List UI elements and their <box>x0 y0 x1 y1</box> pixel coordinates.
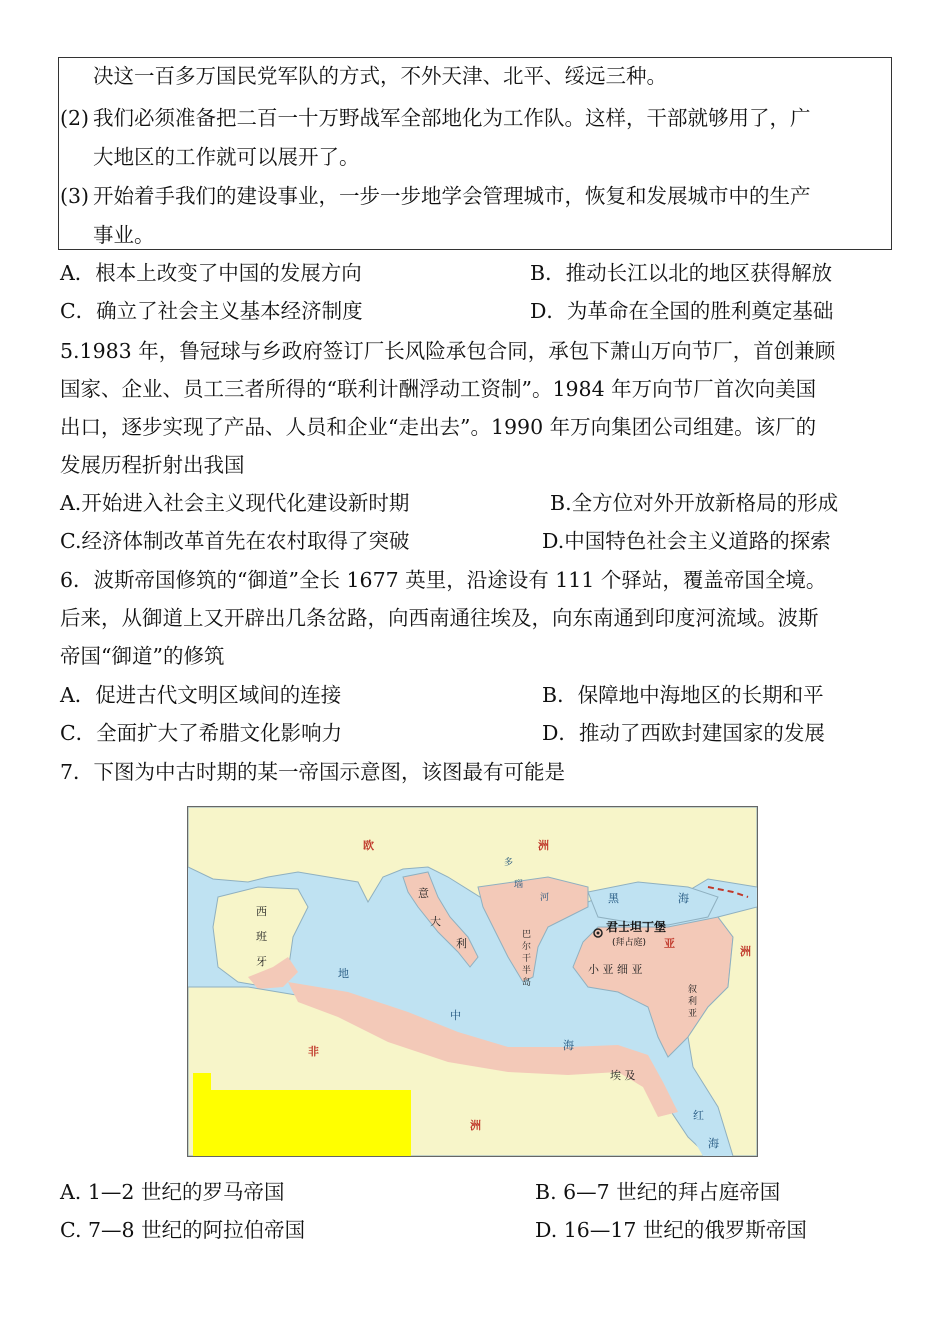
map-label: 西 <box>256 905 267 918</box>
q5-stem-line: 出口，逐步实现了产品、人员和企业“走出去”。1990 年万向集团公司组建。该厂的 <box>60 415 817 439</box>
map-label: 岛 <box>522 978 532 988</box>
map-label: 洲 <box>470 1119 481 1132</box>
quote-line: 决这一百多万国民党军队的方式，不外天津、北平、绥远三种。 <box>93 64 667 88</box>
map-label: 黑 <box>608 892 619 905</box>
map-label: 埃 及 <box>610 1069 636 1082</box>
quote-line: 我们必须准备把二百一十万野战军全部地化为工作队。这样，干部就够用了，广 <box>93 106 811 130</box>
yellow-highlight-block <box>193 1090 411 1156</box>
map-label: 叙 <box>688 985 698 995</box>
map-label: 巴 <box>522 930 532 940</box>
q5-option-d[interactable]: D.中国特色社会主义道路的探索 <box>542 529 831 553</box>
map-label: 海 <box>678 892 689 905</box>
q4-option-c[interactable]: C．确立了社会主义基本经济制度 <box>60 299 363 323</box>
map-label: 洲 <box>538 839 549 852</box>
q7-option-c[interactable]: C. 7—8 世纪的阿拉伯帝国 <box>60 1218 306 1242</box>
q7-option-b[interactable]: B. 6—7 世纪的拜占庭帝国 <box>535 1180 781 1204</box>
q6-option-c[interactable]: C．全面扩大了希腊文化影响力 <box>60 721 343 745</box>
q5-stem-line: 发展历程折射出我国 <box>60 453 245 477</box>
q5-stem-line: 国家、企业、员工三者所得的“联利计酬浮动工资制”。1984 年万向节厂首次向美国 <box>60 377 817 401</box>
quote-item-number: (3) <box>60 184 90 208</box>
map-label: 利 <box>688 997 698 1007</box>
q5-option-b[interactable]: B.全方位对外开放新格局的形成 <box>550 491 839 515</box>
map-label: 海 <box>708 1137 719 1150</box>
map-label: 班 <box>256 930 267 943</box>
map-label: 红 <box>693 1109 704 1122</box>
constantinople-marker-dot <box>597 932 600 935</box>
map-label: 洲 <box>740 945 751 958</box>
q6-stem-line: 后来，从御道上又开辟出几条岔路，向西南通往埃及，向东南通到印度河流域。波斯 <box>60 606 819 630</box>
map-label: 大 <box>430 915 441 928</box>
quote-line: 事业。 <box>93 223 155 247</box>
map-label: 利 <box>456 937 467 950</box>
map-label: 尔 <box>522 942 532 952</box>
q4-option-a[interactable]: A．根本上改变了中国的发展方向 <box>60 261 362 285</box>
map-label: 中 <box>450 1009 461 1022</box>
map-label: 河 <box>540 893 550 903</box>
q7-option-d[interactable]: D. 16—17 世纪的俄罗斯帝国 <box>535 1218 807 1242</box>
map-label: 亚 <box>664 937 675 950</box>
quote-line: 开始着手我们的建设事业，一步一步地学会管理城市，恢复和发展城市中的生产 <box>93 184 811 208</box>
map-label-byzantium: (拜占庭) <box>612 938 647 948</box>
map-label: 海 <box>563 1039 574 1052</box>
map-label: 小 亚 细 亚 <box>588 963 643 976</box>
q4-option-d[interactable]: D．为革命在全国的胜利奠定基础 <box>530 299 834 323</box>
q4-option-b[interactable]: B．推动长江以北的地区获得解放 <box>530 261 833 285</box>
map-label: 多 <box>504 858 514 868</box>
map-label: 欧 <box>363 839 374 852</box>
map-label: 地 <box>338 967 349 980</box>
q6-option-a[interactable]: A．促进古代文明区域间的连接 <box>60 683 342 707</box>
map-label: 牙 <box>256 955 267 968</box>
map-label: 亚 <box>688 1009 698 1019</box>
q6-stem-line: 6．波斯帝国修筑的“御道”全长 1677 英里，沿途设有 111 个驿站，覆盖帝国全境。 <box>60 568 827 592</box>
map-label: 非 <box>308 1045 319 1058</box>
q6-option-d[interactable]: D．推动了西欧封建国家的发展 <box>542 721 825 745</box>
empire-map <box>187 806 758 1157</box>
map-label-constantinople: 君士坦丁堡 <box>606 920 667 934</box>
map-label: 瑙 <box>514 880 524 890</box>
q6-option-b[interactable]: B．保障地中海地区的长期和平 <box>542 683 824 707</box>
q6-stem-line: 帝国“御道”的修筑 <box>60 644 225 668</box>
map-label: 半 <box>522 966 532 976</box>
quote-item-number: (2) <box>60 106 90 130</box>
q7-stem: 7．下图为中古时期的某一帝国示意图，该图最有可能是 <box>60 760 566 784</box>
q5-option-a[interactable]: A.开始进入社会主义现代化建设新时期 <box>60 491 410 515</box>
q5-stem-line: 5.1983 年，鲁冠球与乡政府签订厂长风险承包合同，承包下萧山万向节厂，首创兼顾 <box>60 339 836 363</box>
map-label: 意 <box>418 887 429 900</box>
map-label: 干 <box>522 954 532 964</box>
q7-option-a[interactable]: A. 1—2 世纪的罗马帝国 <box>60 1180 285 1204</box>
q5-option-c[interactable]: C.经济体制改革首先在农村取得了突破 <box>60 529 410 553</box>
quote-line: 大地区的工作就可以展开了。 <box>93 145 360 169</box>
